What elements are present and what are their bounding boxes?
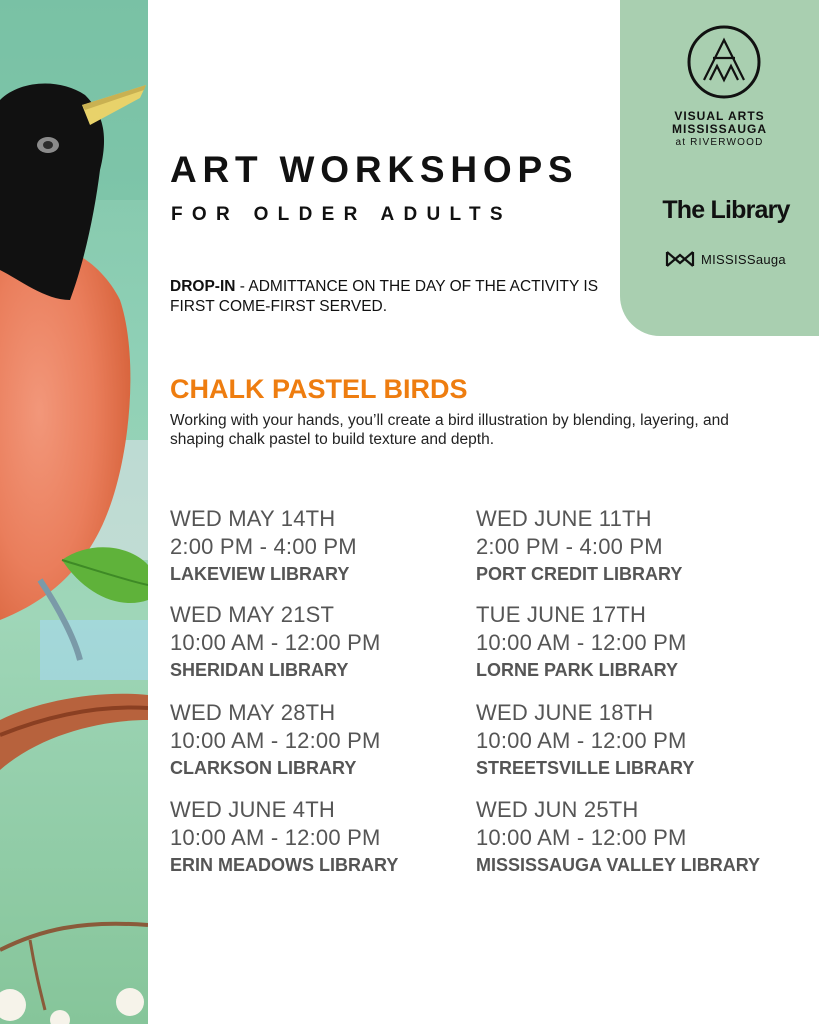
- workshop-title: CHALK PASTEL BIRDS: [170, 374, 468, 404]
- bird-artwork: [0, 0, 148, 1024]
- session-item: [476, 505, 796, 587]
- session-time: 10:00 AM - 12:00 PM: [476, 630, 687, 655]
- session-date: WED JUN 25TH: [476, 797, 639, 822]
- dropin-notice: [170, 277, 610, 317]
- session-date: WED JUNE 4TH: [170, 797, 335, 822]
- mississauga-wordmark: MISSISSauga: [701, 251, 786, 267]
- visual-arts-name: VISUAL ARTS: [674, 109, 765, 123]
- session-library: MISSISSAUGA VALLEY LIBRARY: [476, 855, 761, 875]
- visual-arts-location: at RIVERWOOD: [675, 137, 764, 148]
- workshop-description: Working with your hands, you’ll create a bird illustration by blending, layering, and shaping chalk pastel to build texture and depth.: [170, 412, 729, 448]
- session-library: STREETSVILLE LIBRARY: [476, 758, 695, 778]
- session-library: LORNE PARK LIBRARY: [476, 660, 678, 680]
- session-library: SHERIDAN LIBRARY: [170, 660, 349, 680]
- dropin-label: DROP-IN: [170, 278, 236, 295]
- session-time: 2:00 PM - 4:00 PM: [170, 534, 357, 559]
- session-library: ERIN MEADOWS LIBRARY: [170, 855, 399, 875]
- chalk-pastel-robin-image: [0, 0, 148, 1024]
- session-library: LAKEVIEW LIBRARY: [170, 564, 350, 584]
- session-item: [476, 699, 796, 781]
- session-date: WED MAY 28TH: [170, 700, 336, 725]
- session-date: WED MAY 14TH: [170, 506, 336, 531]
- session-time: 10:00 AM - 12:00 PM: [476, 825, 687, 850]
- session-date: WED JUNE 18TH: [476, 700, 654, 725]
- session-time: 10:00 AM - 12:00 PM: [476, 728, 687, 753]
- session-item: [170, 699, 490, 781]
- page-subtitle: FOR OLDER ADULTS: [171, 204, 512, 225]
- session-date: WED MAY 21ST: [170, 602, 335, 627]
- session-item: [170, 505, 490, 587]
- mississauga-logo: [665, 249, 786, 269]
- session-library: CLARKSON LIBRARY: [170, 758, 357, 778]
- session-time: 10:00 AM - 12:00 PM: [170, 825, 381, 850]
- session-library: PORT CREDIT LIBRARY: [476, 564, 683, 584]
- partner-logos-panel: [620, 0, 819, 336]
- the-library-logo: The Library: [662, 196, 790, 224]
- session-item: [170, 796, 490, 878]
- session-time: 2:00 PM - 4:00 PM: [476, 534, 663, 559]
- session-item: [476, 601, 796, 683]
- session-date: TUE JUNE 17TH: [476, 602, 647, 627]
- session-date: WED JUNE 11TH: [476, 506, 652, 531]
- session-item: [476, 796, 796, 878]
- session-time: 10:00 AM - 12:00 PM: [170, 728, 381, 753]
- visual-arts-logo-icon: [686, 24, 762, 100]
- mississauga-emblem-icon: [665, 249, 695, 269]
- session-item: [170, 601, 490, 683]
- dropin-text: - ADMITTANCE ON THE DAY OF THE ACTIVITY IS FIRST COME-FIRST SERVED.: [170, 278, 599, 315]
- session-time: 10:00 AM - 12:00 PM: [170, 630, 381, 655]
- visual-arts-city: MISSISSAUGA: [671, 122, 767, 136]
- page-title: ART WORKSHOPS: [170, 149, 579, 190]
